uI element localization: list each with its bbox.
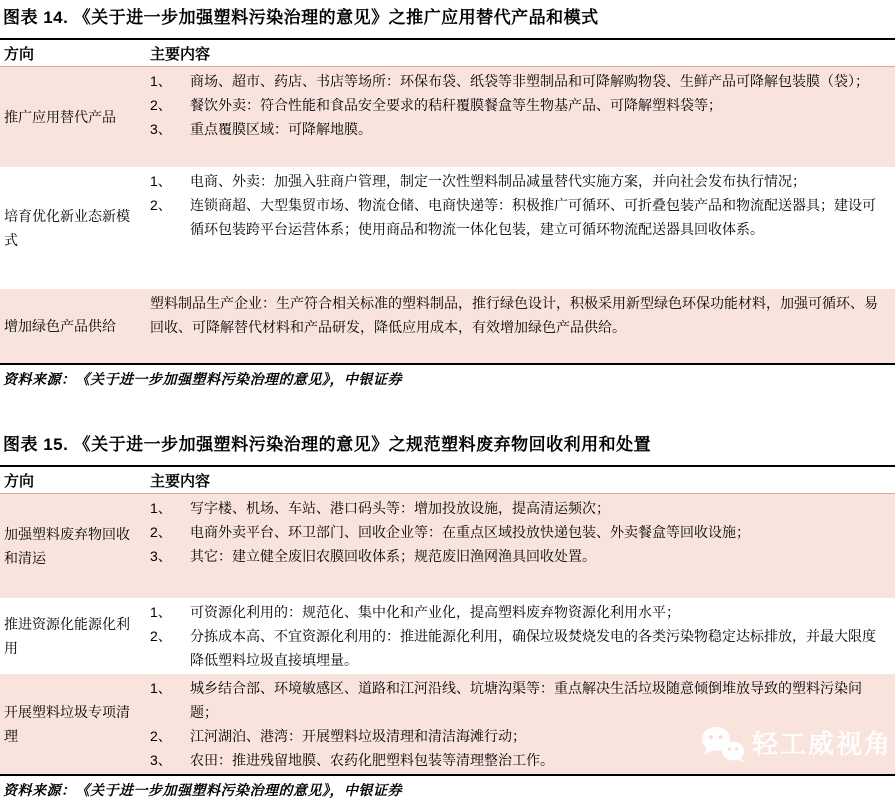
- content-cell: [150, 674, 895, 774]
- item-number: 2、: [150, 524, 172, 540]
- list-item: [150, 624, 883, 672]
- direction-cell: 增加绿色产品供给: [4, 318, 116, 334]
- figure-15-title: 图表 15. 《关于进一步加强塑料污染治理的意见》之规范塑料废弃物回收利用和处置: [3, 435, 652, 454]
- list-item: [150, 544, 883, 568]
- item-text: 江河湖泊、港湾：开展塑料垃圾清理和清洁海滩行动；: [190, 728, 526, 744]
- list-item: [150, 117, 883, 141]
- table-row: [0, 598, 895, 674]
- item-text: 城乡结合部、环境敏感区、道路和江河沿线、坑塘沟渠等：重点解决生活垃圾随意倾倒堆放导致的塑料污染问题；: [190, 680, 862, 720]
- direction-cell: 开展塑料垃圾专项清理: [4, 704, 130, 744]
- item-text: 电商、外卖：加强入驻商户管理，制定一次性塑料制品减量替代实施方案，并向社会发布执行情况；: [190, 173, 806, 189]
- item-text: 可资源化利用的：规范化、集中化和产业化，提高塑料废弃物资源化利用水平；: [190, 604, 680, 620]
- column-header-direction: 方向: [4, 46, 35, 63]
- list-item: [150, 69, 883, 93]
- item-text: 重点覆膜区域：可降解地膜。: [190, 121, 372, 137]
- list-item: [150, 600, 883, 624]
- table-row: [0, 674, 895, 774]
- list-item: [150, 169, 883, 193]
- direction-cell: 培育优化新业态新模式: [4, 208, 130, 248]
- list-item: [150, 676, 883, 724]
- item-number: 3、: [150, 121, 172, 137]
- direction-cell: 加强塑料废弃物回收和清运: [4, 526, 130, 566]
- item-text: 电商外卖平台、环卫部门、回收企业等：在重点区域投放快递包装、外卖餐盒等回收设施；: [190, 524, 750, 540]
- item-number: 2、: [150, 197, 172, 213]
- item-number: 2、: [150, 628, 172, 644]
- table-row: [0, 289, 895, 363]
- figure-14-title: 图表 14. 《关于进一步加强塑料污染治理的意见》之推广应用替代产品和模式: [3, 8, 599, 27]
- item-text: 塑料制品生产企业：生产符合相关标准的塑料制品，推行绿色设计，积极采用新型绿色环保功能材料，加强可循环、易回收、可降解替代材料和产品研发，降低应用成本，有效增加绿色产品供给。: [150, 295, 878, 335]
- figure-14-table: [0, 38, 895, 365]
- content-cell: [150, 494, 895, 598]
- column-header-direction: 方向: [4, 473, 35, 490]
- watermark-label: 轻工威视角: [752, 729, 893, 759]
- list-item: [150, 520, 883, 544]
- column-header-content: 主要内容: [150, 473, 211, 490]
- item-number: 2、: [150, 728, 172, 744]
- item-number: 1、: [150, 173, 172, 189]
- item-text: 农田：推进残留地膜、农药化肥塑料包装等清理整治工作。: [190, 752, 554, 768]
- direction-cell: 推广应用替代产品: [4, 109, 116, 125]
- item-number: 1、: [150, 604, 172, 620]
- item-number: 1、: [150, 73, 172, 89]
- item-text: 写字楼、机场、车站、港口码头等：增加投放设施，提高清运频次；: [190, 500, 610, 516]
- item-text: 商场、超市、药店、书店等场所：环保布袋、纸袋等非塑制品和可降解购物袋、生鲜产品可降解包装膜（袋）；: [190, 73, 869, 89]
- item-text: 分拣成本高、不宜资源化利用的：推进能源化利用，确保垃圾焚烧发电的各类污染物稳定达标排放，并最大限度降低塑料垃圾直接填埋量。: [190, 628, 876, 668]
- content-cell: [150, 167, 895, 289]
- list-item: [150, 193, 883, 241]
- source-note: 资料来源：《关于进一步加强塑料污染治理的意见》，中银证券: [3, 784, 402, 799]
- content-cell: [150, 598, 895, 674]
- content-cell: [150, 67, 895, 167]
- source-note: 资料来源：《关于进一步加强塑料污染治理的意见》，中银证券: [3, 373, 402, 388]
- item-text: 其它：建立健全废旧农膜回收体系；规范废旧渔网渔具回收处置。: [190, 548, 596, 564]
- list-item: [150, 724, 883, 748]
- item-text: 餐饮外卖：符合性能和食品安全要求的秸秆覆膜餐盒等生物基产品、可降解塑料袋等；: [190, 97, 722, 113]
- list-item: [150, 93, 883, 117]
- content-cell: [150, 289, 895, 363]
- list-item: [150, 748, 883, 772]
- item-number: 3、: [150, 752, 172, 768]
- table-row: [0, 167, 895, 289]
- item-number: 2、: [150, 97, 172, 113]
- table-row: [0, 67, 895, 167]
- direction-cell: 推进资源化能源化利用: [4, 616, 130, 656]
- figure-15-table: [0, 465, 895, 776]
- item-number: 1、: [150, 500, 172, 516]
- item-text: 连锁商超、大型集贸市场、物流仓储、电商快递等：积极推广可循环、可折叠包装产品和物流配送器具；建设可循环包装跨平台运营体系；使用商品和物流一体化包装，建立可循环物流配送器具回收体系。: [190, 197, 876, 237]
- item-number: 1、: [150, 680, 172, 696]
- list-item: [150, 496, 883, 520]
- item-number: 3、: [150, 548, 172, 564]
- table-header-row: [0, 40, 895, 67]
- table-header-row: [0, 467, 895, 494]
- column-header-content: 主要内容: [150, 46, 211, 63]
- table-row: [0, 494, 895, 598]
